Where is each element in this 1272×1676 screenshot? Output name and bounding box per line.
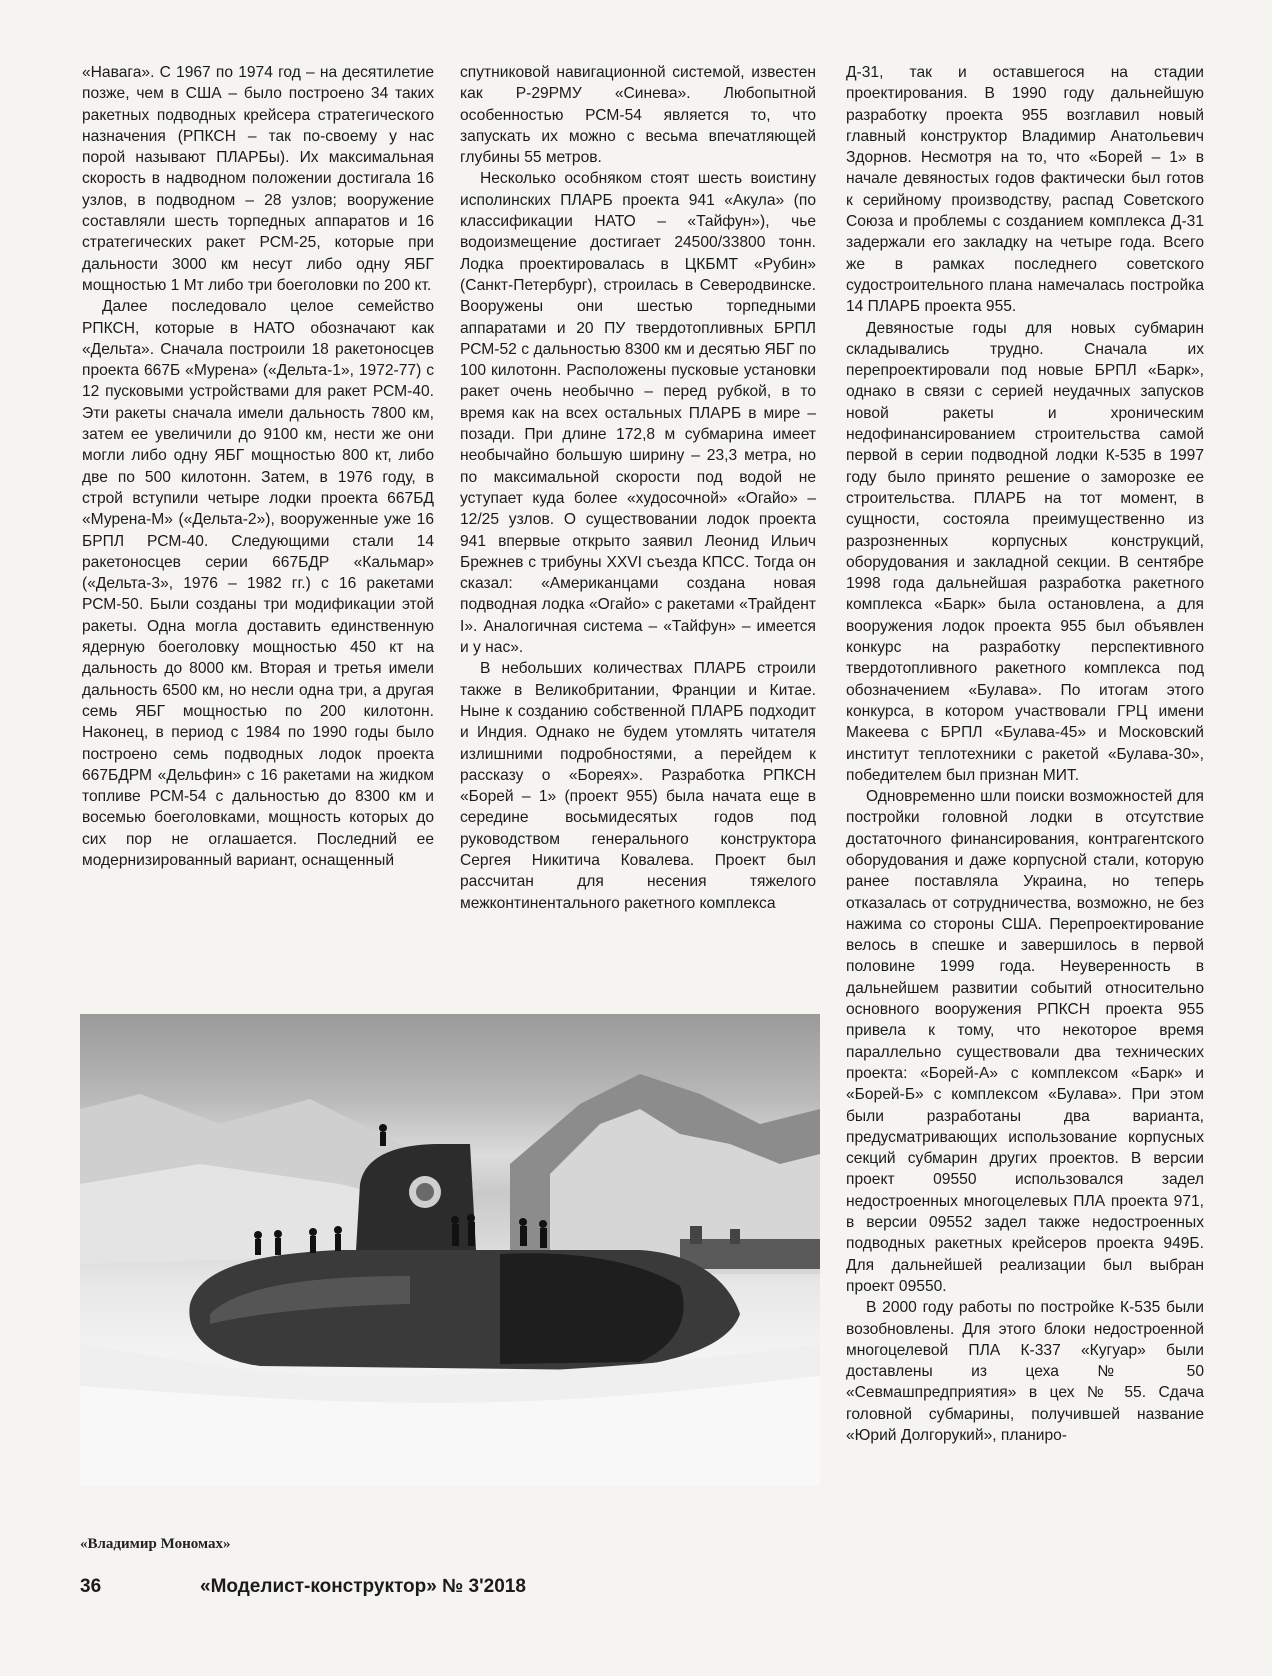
article-column-1	[82, 62, 434, 952]
submarine-photo	[80, 1014, 820, 1486]
article-column-2	[460, 62, 816, 974]
photo-caption: «Владимир Мономах»	[80, 1536, 231, 1552]
paragraph: Девяностые годы для новых субмарин складывались трудно. Сначала их перепроектировали под новые БРПЛ «Барк», однако в связи с серией неудачных запусков новой ракеты и хроническим недофинансированием строительства самой первой в серии подводной лодки К-535 в 1997 году было принято решение о заморозке ее строительства. ПЛАРБ на тот момент, в сущности, состояла преимущественно из разрозненных корпусных конструкций, оборудования и закладной секции. В сентябре 1998 года дальнейшая разработка ракетного комплекса «Барк» была остановлена, а для вооружения лодок проекта 955 был объявлен конкурс на разработку перспективного твердотопливного ракетного комплекса под обозначением «Булава». По итогам этого конкурса, в котором участвовали ГРЦ имени Макеева с БРПЛ «Булава-45» и Московский институт теплотехники с ракетой «Булава-30», победителем был признан МИТ.	[846, 319, 1204, 784]
paragraph: В 2000 году работы по постройке К-535 были возобновлены. Для этого блоки недостроенной многоцелевой ПЛА К-337 «Кугуар» были доставлены из цеха № 50 «Севмашпредприятия» в цех № 55. Сдача головной субмарины, получившей название «Юрий Долгорукий», планиро-	[846, 1299, 1204, 1444]
paragraph: Несколько особняком стоят шесть воистину исполинских ПЛАРБ проекта 941 «Акула» (по классификации НАТО – «Тайфун»), чье водоизмещение достигает 24500/33800 тонн. Лодка проектировалась в ЦКБМТ «Рубин» (Санкт-Петербург), строилась в Северодвинске. Вооружены они шестью торпедными аппаратами и 20 ПУ твердотопливных БРПЛ РСМ-52 с дальностью 8300 км и десятью ЯБГ по 100 килотонн. Расположены пусковые установки ракет очень необычно – перед рубкой, в то время как на всех остальных ПЛАРБ в мире – позади. При длине 172,8 м субмарина имеет необычайно большую ширину – 23,3 метра, но по максимальной скорости под водой не уступает куда более «худосочной» «Огайо» – 12/25 узлов. О существовании лодок проекта 941 впервые открыто заявил Леонид Ильич Брежнев с трибуны XXVI съезда КПСС. Тогда он сказал: «Американцами создана новая подводная лодка «Огайо» с ракетами «Трайдент I». Аналогичная система – «Тайфун» – имеется и у нас».	[460, 170, 816, 657]
paragraph: Одновременно шли поиски возможностей для постройки головной лодки в отсутствие достаточного финансирования, контрагентского оборудования и даже корпусной стали, которую ранее поставляла Украина, но теперь отказалась от сотрудничества, возможно, не без нажима со стороны США. Перепроектирование велось в спешке и завершилось в первой половине 1999 года. Неуверенность в дальнейшем развитии событий относительно основного вооружения РПКСН проекта 955 привела к тому, что некоторое время параллельно существовали два технических проекта: «Борей-А» с комплексом «Барк» и «Борей-Б» с комплексом «Булава». При этом были разработаны два варианта, предусматривающих использование корпусных секций субмарин других проектов. В версии проект 09550 использовался задел недостроенных многоцелевых ПЛА проекта 971, в версии 09552 задел также недостроенных подводных ракетных крейсеров проекта 949Б. Для дальнейшей реализации был выбран проект 09550.	[846, 788, 1204, 1295]
paragraph: спутниковой навигационной системой, известен как Р-29РМУ «Синева». Любопытной особенностью РСМ-54 является то, что запускать их можно с весьма впечатляющей глубины 55 метров.	[460, 64, 816, 167]
paragraph: «Навага». С 1967 по 1974 год – на десятилетие позже, чем в США – было построено 34 таких ракетных подводных крейсера стратегического назначения (РПКСН – так по-своему у нас порой называют ПЛАРБы). Их максимальная скорость в надводном положении достигала 16 узлов, в подводном – 28 узлов; вооружение составляли шесть торпедных аппаратов и 16 стратегических ракет РСМ-25, которые при дальности 3000 км несут либо одну ЯБГ мощностью 1 Мт либо три боеголовки по 200 кт.	[82, 64, 434, 294]
paragraph: Далее последовало целое семейство РПКСН, которые в НАТО обозначают как «Дельта». Сначала построили 18 ракетоносцев проекта 667Б «Мурена» («Дельта-1», 1972-77) с 12 пусковыми устройствами для ракет РСМ-40. Эти ракеты сначала имели дальность 7800 км, затем ее увеличили до 9100 км, нести же они могли либо одну ЯБГ мощностью 800 кт, либо две по 500 килотонн. Затем, в 1976 году, в строй вступили четыре лодки проекта 667БД «Мурена-М» («Дельта-2»), вооруженные уже 16 БРПЛ РСМ-40. Следующими стали 14 ракетоносцев серии 667БДР «Кальмар» («Дельта-3», 1976 – 1982 гг.) с 16 ракетами РСМ-50. Были созданы три модификации этой ракеты. Одна могла доставить единственную ядерную боеголовку мощностью 450 кт на дальность до 8000 км. Вторая и третья имели дальность 6500 км, но несли одна три, а другая семь ЯБГ мощностью по 200 килотонн. Наконец, в период с 1984 по 1990 годы было построено семь подводных лодок проекта 667БДРМ «Дельфин» с 16 ракетами на жидком топливе РСМ-54 с дальностью до 8300 км и восемью боеголовками, мощность которых до сих пор не оглашается. Последний ее модернизированный вариант, оснащенный	[82, 298, 434, 869]
magazine-issue: «Моделист-конструктор» № 3'2018	[200, 1576, 526, 1597]
paragraph: Д-31, так и оставшегося на стадии проектирования. В 1990 году дальнейшую разработку проекта 955 возглавил новый главный конструктор Владимир Анатольевич Здорнов. Несмотря на то, что «Борей – 1» в начале девяностых годов фактически был готов к серийному производству, распад Советского Союза и проблемы с созданием комплекса Д-31 задержали его закладку на четыре года. Всего же в рамках последнего советского судостроительного плана намечалась постройка 14 ПЛАРБ проекта 955.	[846, 64, 1204, 316]
paragraph: В небольших количествах ПЛАРБ строили также в Великобритании, Франции и Китае. Ныне к созданию собственной ПЛАРБ подходит и Индия. Однако не будем утомлять читателя излишними подробностями, а перейдем к рассказу о «Бореях». Разработка РПКСН «Борей – 1» (проект 955) была начата еще в середине восьмидесятых годов под руководством генерального конструктора Сергея Никитича Ковалева. Проект был рассчитан для несения тяжелого межконтинентального ракетного комплекса	[460, 660, 816, 912]
article-column-3	[846, 62, 1204, 1562]
page-number: 36	[80, 1576, 102, 1597]
submarine-illustration	[80, 1014, 820, 1486]
